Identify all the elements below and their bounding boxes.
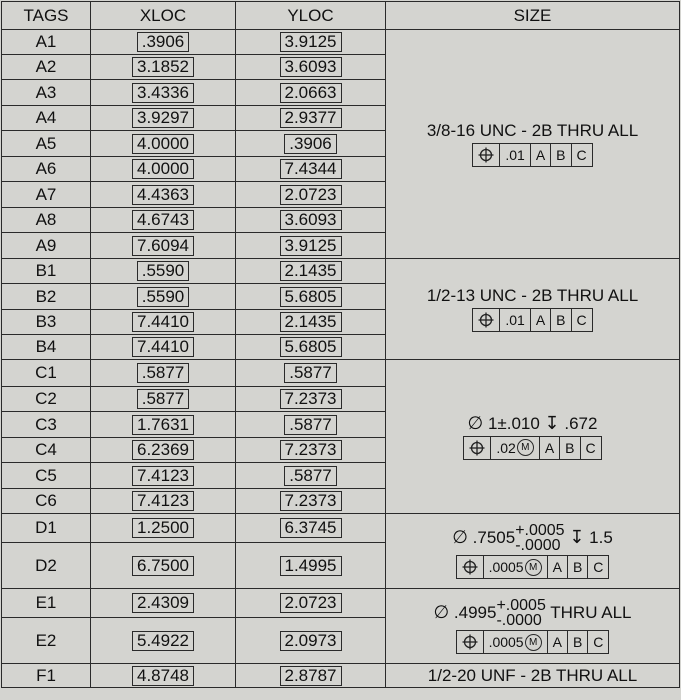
table-row	[2, 664, 680, 688]
feature-control-frame	[456, 555, 610, 579]
xloc-value: .3906	[137, 32, 190, 52]
xloc-value: 4.0000	[132, 134, 194, 154]
xloc-cell	[91, 30, 236, 55]
hole-spec: ∅ 1±.010 ↧ .672	[467, 412, 598, 433]
tag-cell: F1	[2, 664, 91, 688]
yloc-value: .3906	[284, 134, 337, 154]
datum-c: C	[587, 556, 608, 578]
yloc-value: .5877	[284, 363, 337, 383]
datum-a: A	[530, 309, 550, 331]
xloc-cell	[91, 618, 236, 664]
feature-control-frame	[463, 436, 601, 460]
yloc-value: 3.9125	[280, 32, 342, 52]
tag-cell: D1	[2, 514, 91, 543]
datum-b: B	[567, 631, 587, 653]
hole-spec: 1/2-20 UNF - 2B THRU ALL	[427, 665, 638, 685]
yloc-cell	[236, 106, 386, 131]
table-row	[2, 360, 680, 387]
xloc-value: 7.4123	[132, 466, 194, 486]
xloc-cell	[91, 412, 236, 438]
xloc-value: 4.4363	[132, 185, 194, 205]
diameter-icon: ∅	[433, 601, 450, 622]
yloc-cell	[236, 182, 386, 208]
yloc-cell	[236, 208, 386, 233]
xloc-cell	[91, 664, 236, 688]
xloc-cell	[91, 208, 236, 233]
xloc-cell	[91, 131, 236, 157]
yloc-value: 2.8787	[280, 666, 342, 686]
yloc-value: 1.4995	[280, 556, 342, 576]
depth-icon: ↧	[569, 526, 585, 547]
yloc-cell	[236, 618, 386, 664]
datum-c: C	[571, 309, 592, 331]
yloc-value: 7.4344	[280, 159, 342, 179]
yloc-value: 5.6805	[280, 337, 342, 357]
table-row	[2, 30, 680, 55]
position-tolerance-icon	[473, 144, 499, 166]
xloc-value: 4.0000	[132, 159, 194, 179]
xloc-cell	[91, 438, 236, 463]
datum-b: B	[550, 144, 570, 166]
tag-cell: A4	[2, 106, 91, 131]
hole-spec: ∅ .4995 +.0005 -.0000 THRU ALL	[433, 597, 632, 630]
yloc-value: 2.9377	[280, 108, 342, 128]
yloc-cell	[236, 489, 386, 514]
tag-cell: A7	[2, 182, 91, 208]
size-cell-e	[386, 589, 680, 664]
tag-cell: E1	[2, 589, 91, 618]
xloc-value: .5590	[137, 261, 190, 281]
yloc-cell	[236, 387, 386, 412]
datum-b: B	[550, 309, 570, 331]
stacked-tolerance: +.0005 -.0000	[496, 597, 546, 630]
yloc-value: 2.0723	[280, 185, 342, 205]
xloc-value: 7.6094	[132, 236, 194, 256]
xloc-cell	[91, 182, 236, 208]
yloc-cell	[236, 412, 386, 438]
size-cell-a	[386, 30, 680, 259]
header-tags: TAGS	[2, 2, 91, 30]
datum-b: B	[559, 437, 579, 459]
xloc-cell	[91, 259, 236, 284]
tag-cell: C1	[2, 360, 91, 387]
feature-control-frame	[456, 630, 610, 654]
yloc-cell	[236, 233, 386, 259]
yloc-value: 2.0663	[280, 83, 342, 103]
yloc-cell	[236, 543, 386, 589]
datum-c: C	[587, 631, 608, 653]
tag-cell: A6	[2, 157, 91, 182]
yloc-value: 6.3745	[280, 518, 342, 538]
position-tolerance-icon	[464, 437, 490, 459]
tolerance-value: .02 M	[490, 437, 538, 459]
xloc-cell	[91, 489, 236, 514]
xloc-value: .5590	[137, 287, 190, 307]
max-material-condition-icon: M	[525, 559, 542, 576]
yloc-cell	[236, 664, 386, 688]
table-row	[2, 514, 680, 543]
datum-c: C	[571, 144, 592, 166]
position-tolerance-icon	[473, 309, 499, 331]
yloc-value: 5.6805	[280, 287, 342, 307]
xloc-cell	[91, 157, 236, 182]
yloc-cell	[236, 80, 386, 106]
yloc-cell	[236, 514, 386, 543]
yloc-value: 3.9125	[280, 236, 342, 256]
xloc-value: 6.2369	[132, 440, 194, 460]
yloc-cell	[236, 335, 386, 360]
xloc-value: 2.4309	[132, 593, 194, 613]
xloc-value: 4.6743	[132, 210, 194, 230]
datum-c: C	[580, 437, 601, 459]
yloc-value: 3.6093	[280, 57, 342, 77]
diameter-icon: ∅	[467, 412, 484, 433]
yloc-value: 2.0973	[280, 631, 342, 651]
tag-cell: A3	[2, 80, 91, 106]
hole-spec: 1/2-13 UNC - 2B THRU ALL	[426, 285, 639, 305]
tag-cell: B3	[2, 310, 91, 335]
xloc-value: 3.9297	[132, 108, 194, 128]
header-row	[2, 2, 680, 30]
yloc-cell	[236, 259, 386, 284]
tag-cell: B2	[2, 284, 91, 310]
yloc-value: 2.1435	[280, 261, 342, 281]
tag-cell: B4	[2, 335, 91, 360]
xloc-value: 7.4123	[132, 491, 194, 511]
tag-cell: A5	[2, 131, 91, 157]
xloc-value: 3.4336	[132, 83, 194, 103]
datum-a: A	[547, 556, 567, 578]
position-tolerance-icon	[457, 556, 483, 578]
hole-spec: ∅ .7505 +.0005 -.0000 ↧ 1.5	[452, 522, 613, 555]
xloc-cell	[91, 55, 236, 80]
stacked-tolerance: +.0005 -.0000	[515, 522, 565, 555]
xloc-cell	[91, 106, 236, 131]
yloc-cell	[236, 55, 386, 80]
yloc-cell	[236, 438, 386, 463]
hole-table-body	[2, 30, 680, 688]
size-cell-c	[386, 360, 680, 514]
tag-cell: C5	[2, 463, 91, 489]
xloc-cell	[91, 514, 236, 543]
yloc-cell	[236, 157, 386, 182]
size-cell-b	[386, 259, 680, 360]
tag-cell: B1	[2, 259, 91, 284]
yloc-value: 7.2373	[280, 389, 342, 409]
xloc-value: 4.8748	[132, 666, 194, 686]
tolerance-value: .0005 M	[483, 556, 547, 578]
yloc-value: .5877	[284, 466, 337, 486]
max-material-condition-icon: M	[517, 439, 534, 456]
table-row	[2, 589, 680, 618]
xloc-value: 6.7500	[132, 556, 194, 576]
xloc-cell	[91, 387, 236, 412]
xloc-cell	[91, 463, 236, 489]
tag-cell: D2	[2, 543, 91, 589]
size-cell-d	[386, 514, 680, 589]
xloc-value: 1.2500	[132, 518, 194, 538]
table-row	[2, 259, 680, 284]
yloc-value: 7.2373	[280, 491, 342, 511]
xloc-value: 7.4410	[132, 337, 194, 357]
xloc-cell	[91, 543, 236, 589]
datum-a: A	[547, 631, 567, 653]
depth-icon: ↧	[544, 412, 560, 433]
position-tolerance-icon	[457, 631, 483, 653]
datum-a: A	[539, 437, 559, 459]
yloc-value: .5877	[284, 415, 337, 435]
tolerance-value: .0005 M	[483, 631, 547, 653]
tolerance-value: .01	[499, 144, 529, 166]
xloc-value: 1.7631	[132, 415, 194, 435]
tolerance-value: .01	[499, 309, 529, 331]
xloc-cell	[91, 233, 236, 259]
xloc-value: .5877	[137, 389, 190, 409]
diameter-icon: ∅	[452, 526, 468, 547]
hole-table	[1, 1, 680, 688]
xloc-cell	[91, 335, 236, 360]
feature-control-frame	[472, 308, 592, 332]
xloc-cell	[91, 360, 236, 387]
yloc-cell	[236, 131, 386, 157]
yloc-cell	[236, 463, 386, 489]
xloc-value: 5.4922	[132, 631, 194, 651]
yloc-cell	[236, 589, 386, 618]
tag-cell: C3	[2, 412, 91, 438]
tag-cell: E2	[2, 618, 91, 664]
xloc-cell	[91, 310, 236, 335]
yloc-value: 2.0723	[280, 593, 342, 613]
yloc-value: 7.2373	[280, 440, 342, 460]
xloc-value: .5877	[137, 363, 190, 383]
datum-b: B	[567, 556, 587, 578]
yloc-cell	[236, 310, 386, 335]
size-cell-f	[386, 664, 680, 688]
header-size: SIZE	[386, 2, 680, 30]
tag-cell: A1	[2, 30, 91, 55]
tag-cell: C6	[2, 489, 91, 514]
yloc-cell	[236, 30, 386, 55]
yloc-value: 2.1435	[280, 312, 342, 332]
datum-a: A	[530, 144, 550, 166]
xloc-cell	[91, 284, 236, 310]
yloc-value: 3.6093	[280, 210, 342, 230]
tag-cell: C4	[2, 438, 91, 463]
xloc-cell	[91, 80, 236, 106]
xloc-cell	[91, 589, 236, 618]
xloc-value: 7.4410	[132, 312, 194, 332]
hole-spec: 3/8-16 UNC - 2B THRU ALL	[426, 120, 639, 140]
tag-cell: A8	[2, 208, 91, 233]
header-xloc: XLOC	[91, 2, 236, 30]
yloc-cell	[236, 360, 386, 387]
tag-cell: C2	[2, 387, 91, 412]
tag-cell: A2	[2, 55, 91, 80]
header-yloc: YLOC	[236, 2, 386, 30]
feature-control-frame	[472, 143, 592, 167]
max-material-condition-icon: M	[525, 634, 542, 651]
xloc-value: 3.1852	[132, 57, 194, 77]
yloc-cell	[236, 284, 386, 310]
tag-cell: A9	[2, 233, 91, 259]
